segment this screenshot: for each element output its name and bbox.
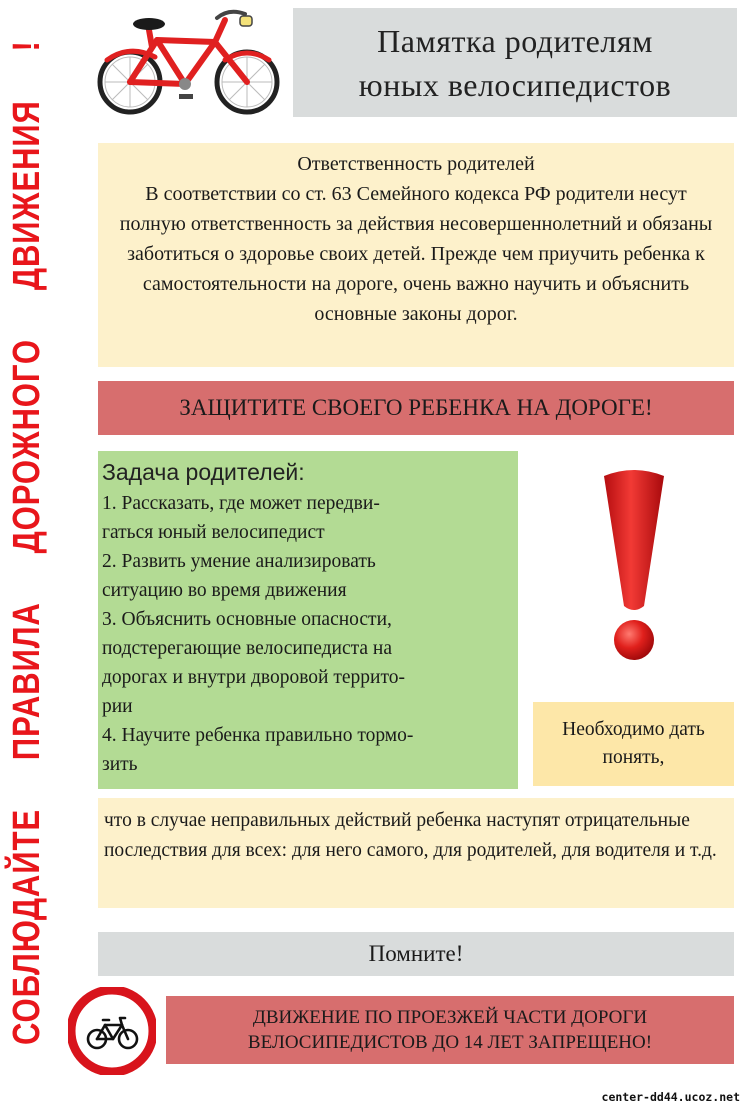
task-line: зить bbox=[102, 754, 138, 775]
responsibility-heading: Ответственность родителей bbox=[297, 153, 535, 175]
slogan-word-4: ДВИЖЕНИЯ ! bbox=[6, 40, 48, 291]
task-line: ситуацию во время движения bbox=[102, 580, 347, 601]
remember-banner: Помните! bbox=[98, 932, 734, 976]
bicycle-illustration bbox=[97, 2, 283, 120]
task-line: подстерегающие велосипедиста на bbox=[102, 638, 393, 659]
slogan-word-2: ПРАВИЛА bbox=[6, 602, 48, 761]
task-line: дорогах и внутри дворовой террито- bbox=[102, 667, 405, 688]
page-title: Памятка родителям юных велосипедистов bbox=[293, 8, 737, 117]
task-line: 1. Рассказать, где может передви- bbox=[102, 493, 380, 514]
protect-child-banner: ЗАЩИТИТЕ СВОЕГО РЕБЕНКА НА ДОРОГЕ! bbox=[98, 381, 734, 435]
watermark: center-dd44.ucoz.net bbox=[601, 1090, 740, 1104]
red-exclamation-icon bbox=[594, 468, 674, 663]
responsibility-section bbox=[98, 143, 734, 367]
prohibition-banner: ДВИЖЕНИЕ ПО ПРОЕЗЖЕЙ ЧАСТИ ДОРОГИ ВЕЛОСИПЕДИСТОВ ДО 14 ЛЕТ ЗАПРЕЩЕНО! bbox=[166, 996, 734, 1064]
task-line: 3. Объяснить основные опасности, bbox=[102, 609, 392, 630]
responsibility-body: В соответствии со ст. 63 Семейного кодекса РФ родители несут полную ответственность за действия несовершеннолетний и обязаны заботиться о здоровье своих детей. Прежде чем приучить ребенка к самостоятельности на дороге, очень важно научить и объяснить основные законы дорог. bbox=[119, 183, 713, 325]
tasks-title: Задача родителей: bbox=[102, 459, 305, 485]
task-line: 2. Развить умение анализировать bbox=[102, 551, 376, 572]
task-line: 4. Научите ребенка правильно тормо- bbox=[102, 725, 414, 746]
no-bicycles-sign-icon bbox=[68, 987, 156, 1075]
parent-tasks-section bbox=[98, 451, 518, 789]
task-line: гаться юный велосипедист bbox=[102, 522, 325, 543]
consequence-text: что в случае неправильных действий ребенка наступят отрицательные последствия для всех: для него самого, для родителей, для водителя и т.д. bbox=[98, 798, 734, 908]
slogan-word-1: СОБЛЮДАЙТЕ bbox=[6, 809, 48, 1045]
note-box: Необходимо дать понять, bbox=[533, 702, 734, 786]
task-line: рии bbox=[102, 696, 133, 717]
slogan-word-3: ДОРОЖНОГО bbox=[6, 339, 48, 554]
